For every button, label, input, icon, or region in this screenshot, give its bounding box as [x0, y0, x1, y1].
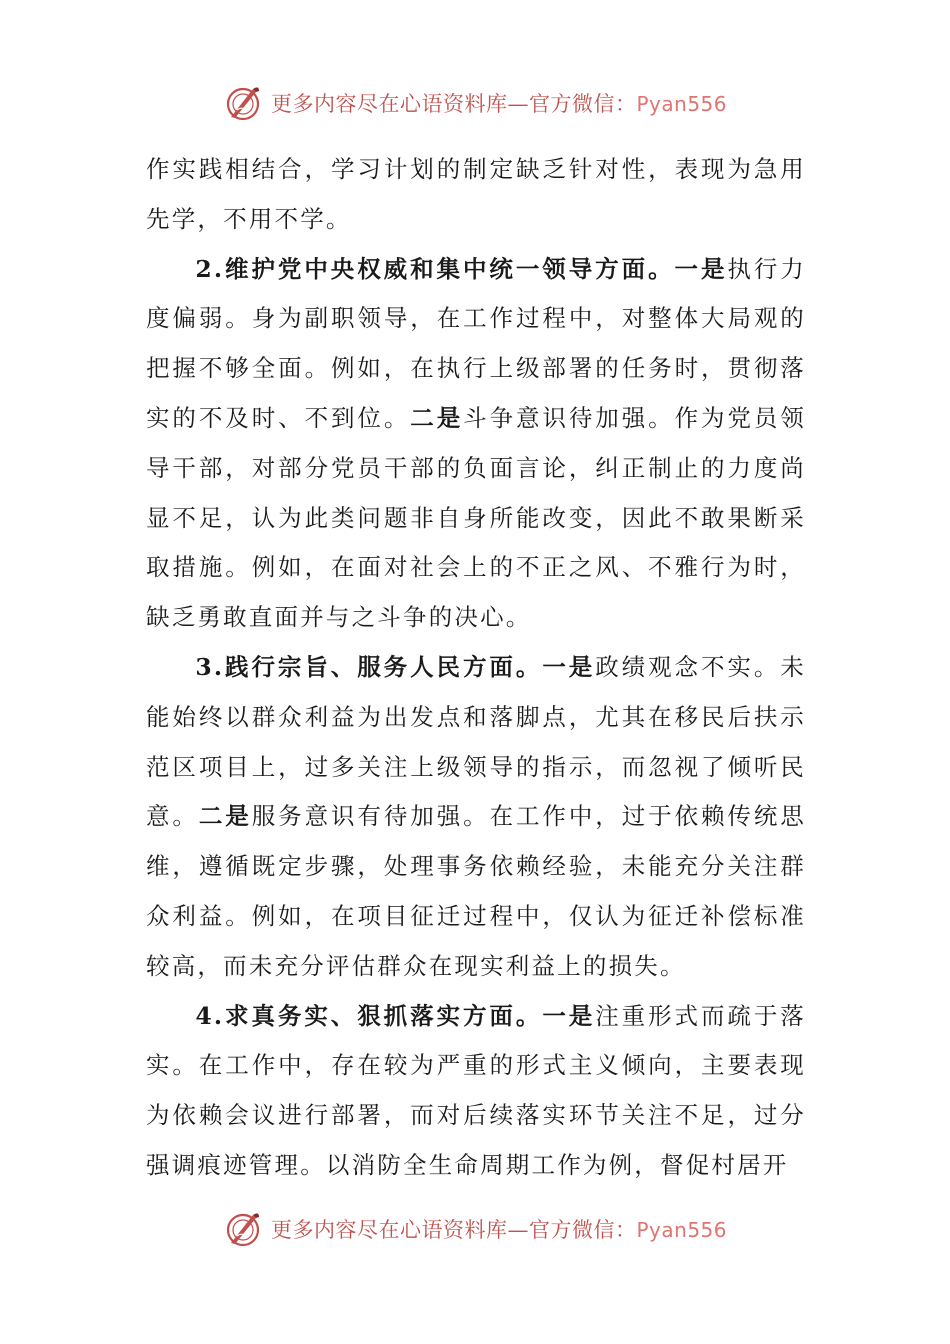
lead-first: 一是 — [674, 254, 728, 283]
watermark-text: 更多内容尽在心语资料库—官方微信：Pyan556 — [270, 92, 727, 116]
footer-watermark — [0, 1206, 950, 1252]
lead-second: 二是 — [410, 403, 464, 432]
watermark-text: 更多内容尽在心语资料库—官方微信：Pyan556 — [270, 1218, 727, 1242]
paragraph-section-3: 3.践行宗旨、服务人民方面。一是政绩观念不实。未能始终以群众利益为出发点和落脚点，尤其在移民后扶示范区项目上，过多关注上级领导的指示，而忽视了倾听民意。二是服务意识有待加强。在工作中，过于依赖传统思维，遵循既定步骤，处理事务依赖经验，未能充分关注群众利益。例如，在项目征迁过程中，仅认为征迁补偿标准较高，而未充分评估群众在现实利益上的损失。 — [146, 652, 806, 980]
lead-first: 一是 — [542, 1001, 596, 1030]
quill-seal-icon — [223, 83, 263, 123]
section-heading: 3.践行宗旨、服务人民方面。 — [195, 652, 543, 681]
paragraph-continued: 作实践相结合，学习计划的制定缺乏针对性，表现为急用先学，不用不学。 — [146, 155, 806, 233]
section-heading: 4.求真务实、狠抓落实方面。 — [195, 1001, 543, 1030]
document-body — [146, 145, 806, 1191]
lead-first: 一是 — [542, 652, 596, 681]
paragraph-section-4: 4.求真务实、狠抓落实方面。一是注重形式而疏于落实。在工作中，存在较为严重的形式主义倾向，主要表现为依赖会议进行部署，而对后续落实环节关注不足，过分强调痕迹管理。以消防全生命周期工作为例，督促村居开 — [146, 1001, 806, 1179]
header-watermark — [0, 80, 950, 126]
section-heading: 2.维护党中央权威和集中统一领导方面。 — [195, 254, 675, 283]
paragraph-section-2: 2.维护党中央权威和集中统一领导方面。一是执行力度偏弱。身为副职领导，在工作过程中，对整体大局观的把握不够全面。例如，在执行上级部署的任务时，贯彻落实的不及时、不到位。二是斗争意识待加强。作为党员领导干部，对部分党员干部的负面言论，纠正制止的力度尚显不足，认为此类问题非自身所能改变，因此不敢果断采取措施。例如，在面对社会上的不正之风、不雅行为时，缺乏勇敢直面并与之斗争的决心。 — [146, 254, 806, 632]
quill-seal-icon — [223, 1209, 263, 1249]
lead-second: 二是 — [198, 802, 252, 831]
